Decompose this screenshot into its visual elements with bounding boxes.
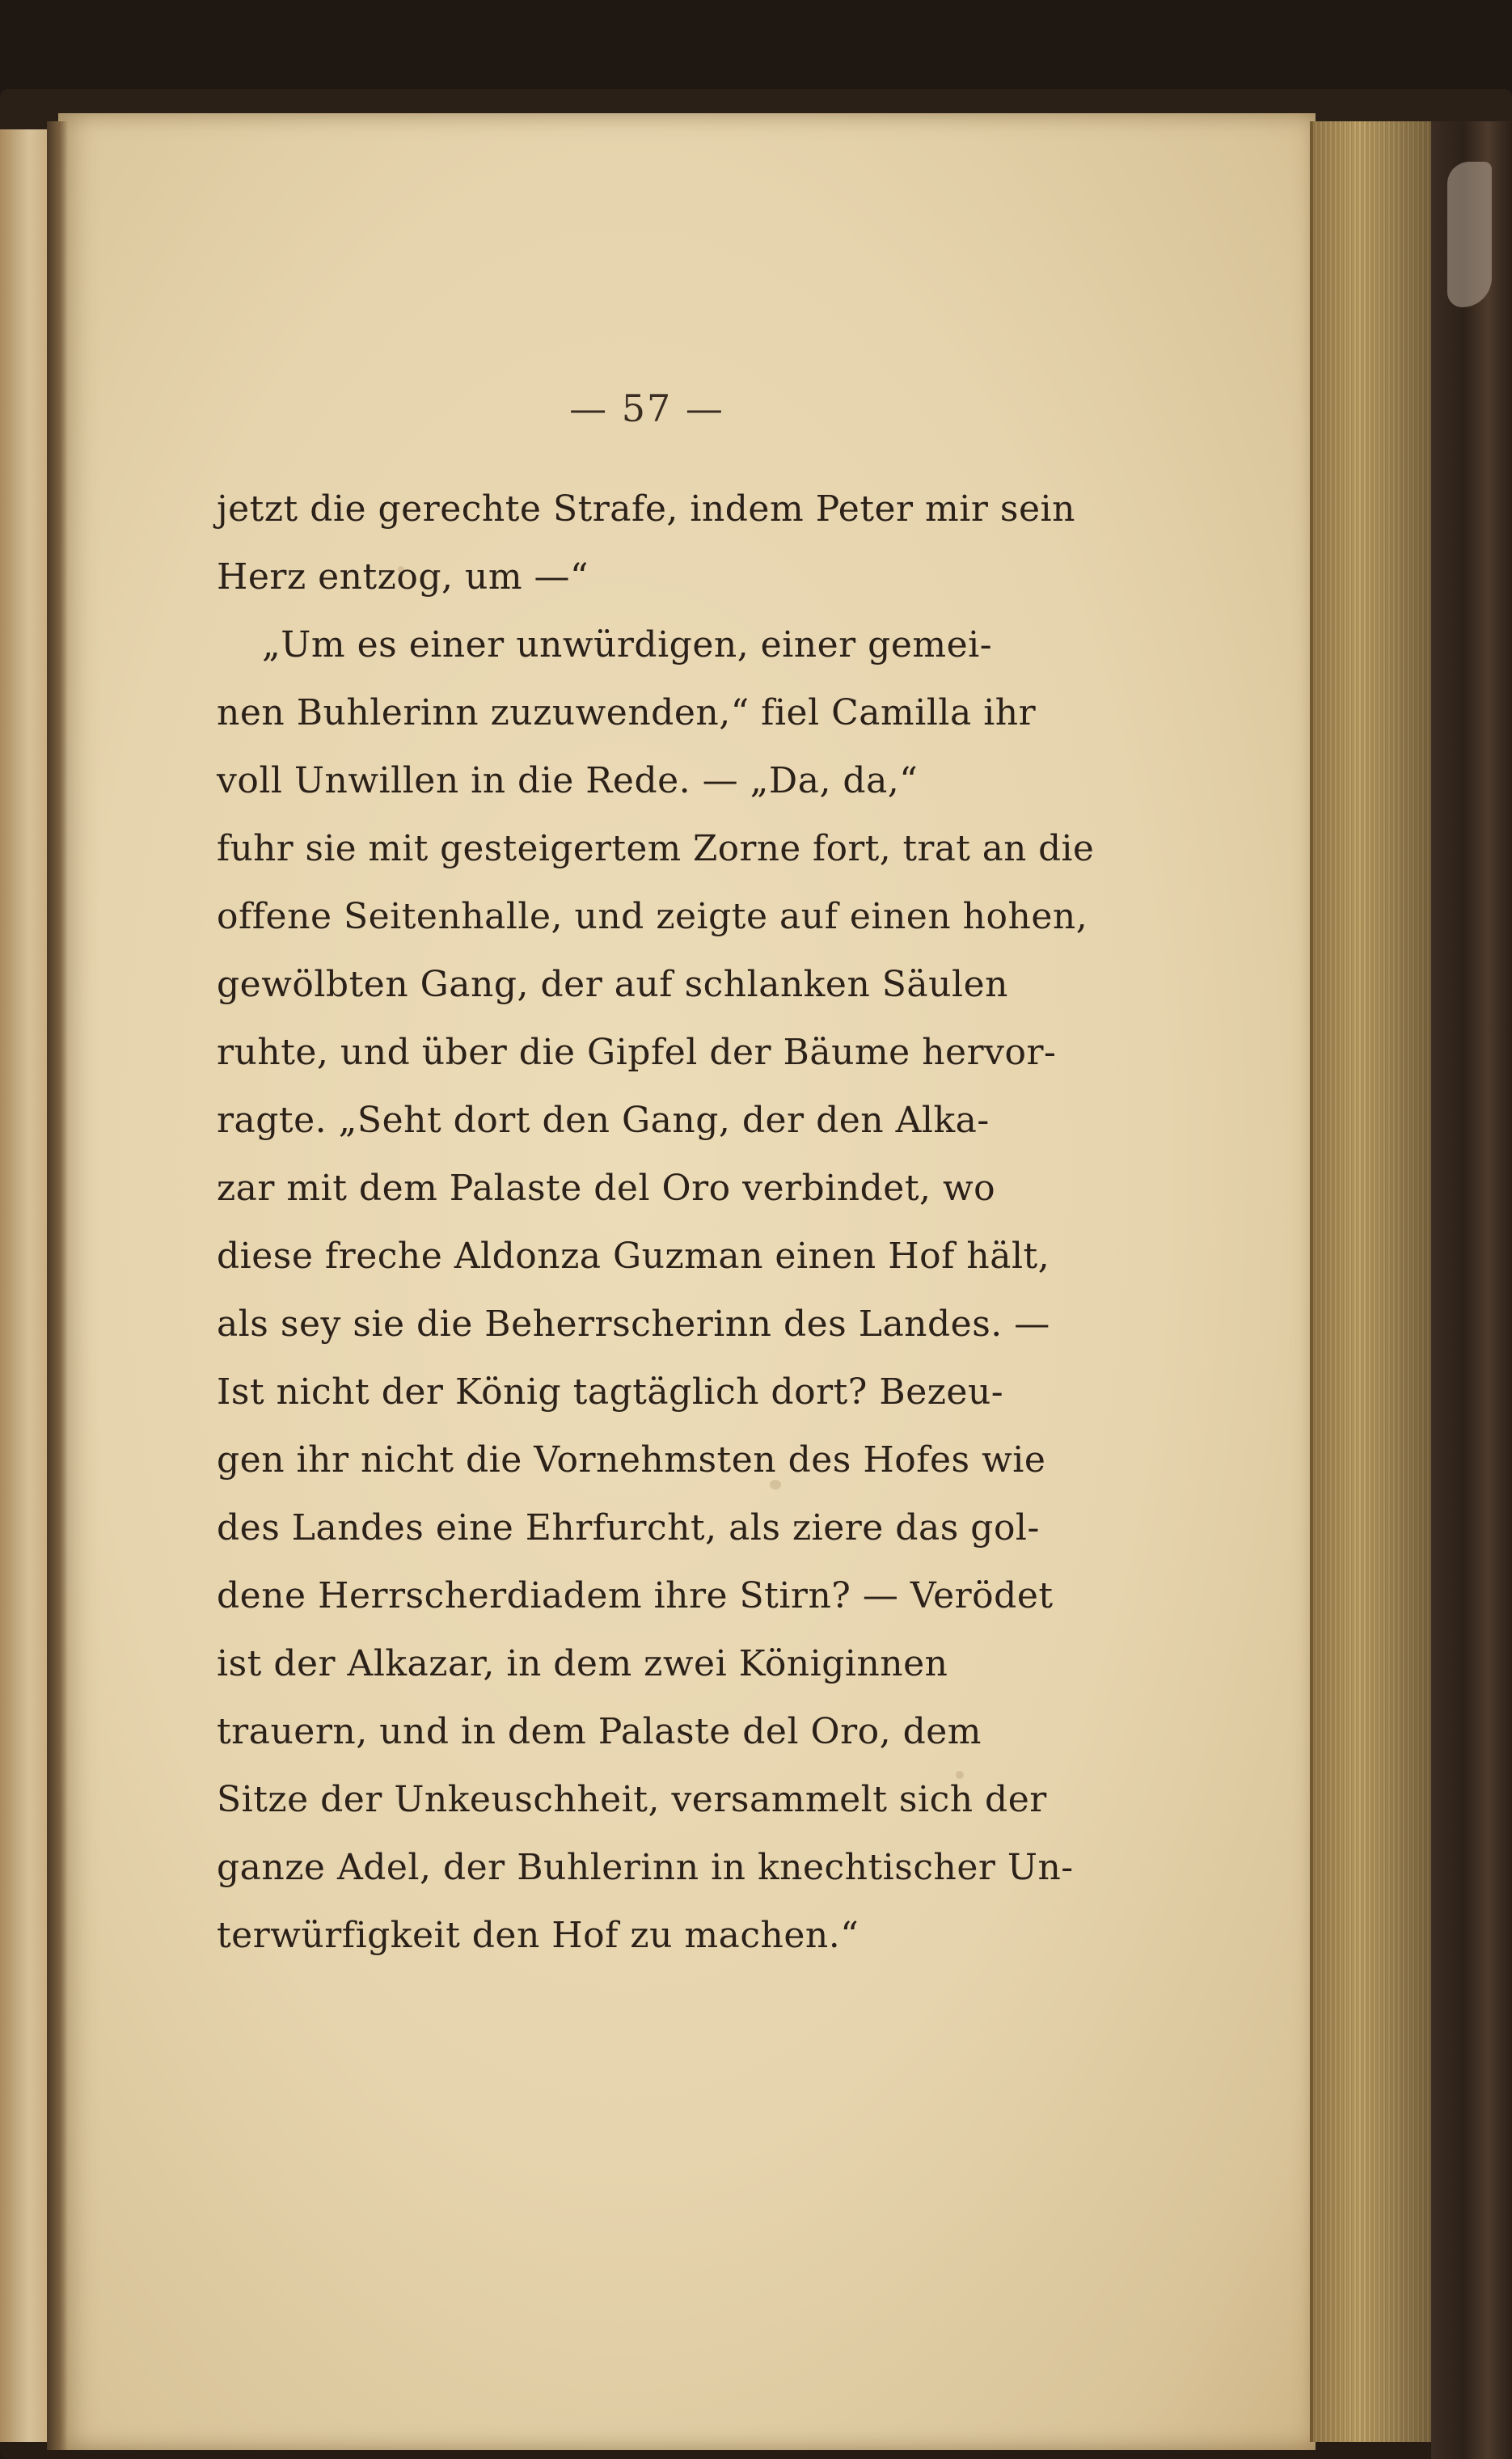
book-page xyxy=(58,113,1316,2450)
page-number: — 57 — xyxy=(569,387,724,430)
text-line: jetzt die gerechte Strafe, indem Peter mir sein xyxy=(217,488,1075,530)
text-line: gewölbten Gang, der auf schlanken Säulen xyxy=(217,964,1008,1005)
text-line: Herz entzog, um —“ xyxy=(217,556,589,598)
page-gutter xyxy=(47,121,68,2450)
text-line: gen ihr nicht die Vornehmsten des Hofes wie xyxy=(217,1439,1046,1481)
book-spine-corner xyxy=(1431,121,1512,2459)
text-line: ruhte, und über die Gipfel der Bäume hervor- xyxy=(217,1032,1057,1073)
page-edges-shade xyxy=(1310,121,1431,2442)
text-line: trauern, und in dem Palaste del Oro, dem xyxy=(217,1711,982,1752)
spine-wear-mark xyxy=(1447,162,1492,307)
text-line: Sitze der Unkeuschheit, versammelt sich der xyxy=(217,1779,1047,1820)
text-line: terwürfigkeit den Hof zu machen.“ xyxy=(217,1915,859,1956)
text-line: offene Seitenhalle, und zeigte auf einen hohen, xyxy=(217,896,1088,937)
text-line: nen Buhlerinn zuzuwenden,“ fiel Camilla ihr xyxy=(217,692,1037,733)
text-line: ist der Alkazar, in dem zwei Königinnen xyxy=(217,1643,948,1684)
text-line: fuhr sie mit gesteigertem Zorne fort, trat an die xyxy=(217,828,1095,869)
text-line: Ist nicht der König tagtäglich dort? Bezeu- xyxy=(217,1371,1004,1413)
text-line: ragte. „Seht dort den Gang, der den Alka- xyxy=(217,1100,990,1141)
text-line: zar mit dem Palaste del Oro verbindet, wo xyxy=(217,1168,996,1209)
previous-page-edge xyxy=(0,129,53,2442)
text-line: „Um es einer unwürdigen, einer gemei- xyxy=(262,624,993,665)
text-line: diese freche Aldonza Guzman einen Hof hält, xyxy=(217,1236,1050,1277)
text-line: voll Unwillen in die Rede. — „Da, da,“ xyxy=(217,760,919,801)
text-line: dene Herrscherdiadem ihre Stirn? — Verödet xyxy=(217,1575,1054,1616)
text-line: ganze Adel, der Buhlerinn in knechtischer Un- xyxy=(217,1847,1074,1888)
text-line: als sey sie die Beherrscherinn des Landes. — xyxy=(217,1303,1050,1345)
text-line: des Landes eine Ehrfurcht, als ziere das gol- xyxy=(217,1507,1040,1548)
